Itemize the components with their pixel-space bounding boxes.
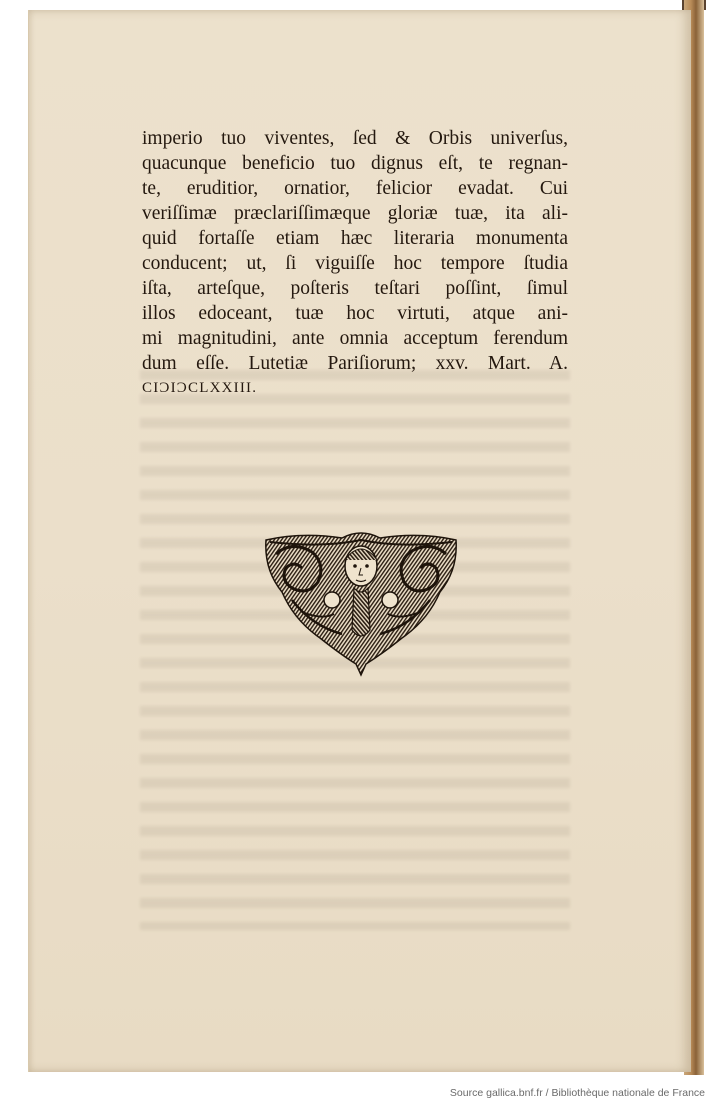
source-credit: Source gallica.bnf.fr / Bibliothèque nationale de France xyxy=(449,1087,705,1099)
fleuron-ornament-icon xyxy=(262,530,460,680)
text-line: imperio tuo viventes, ſed & Orbis univerſus, xyxy=(142,128,568,149)
text-line: dum eſſe. Lutetiæ Pariſiorum; xxv. Mart. A. xyxy=(142,353,568,374)
text-line: te, eruditior, ornatior, felicior evadat. Cui xyxy=(142,178,568,199)
text-line: conducent; ut, ſi viguiſſe hoc tempore ſtudia xyxy=(142,253,568,274)
text-line: illos edoceant, tuæ hoc virtuti, atque ani- xyxy=(142,303,568,324)
text-line: quid fortaſſe etiam hæc literaria monumenta xyxy=(142,228,568,249)
text-line: iſta, arteſque, poſteris teſtari poſſint, ſimul xyxy=(142,278,568,299)
date-line: CIƆIƆCLXXIII. xyxy=(142,380,258,396)
dedication-text xyxy=(142,126,568,401)
text-line: quacunque beneficio tuo dignus eſt, te regnan- xyxy=(142,153,568,174)
text-line: mi magnitudini, ante omnia acceptum ferendum xyxy=(142,328,568,349)
text-line: veriſſimæ præclariſſimæque gloriæ tuæ, ita ali- xyxy=(142,203,568,224)
